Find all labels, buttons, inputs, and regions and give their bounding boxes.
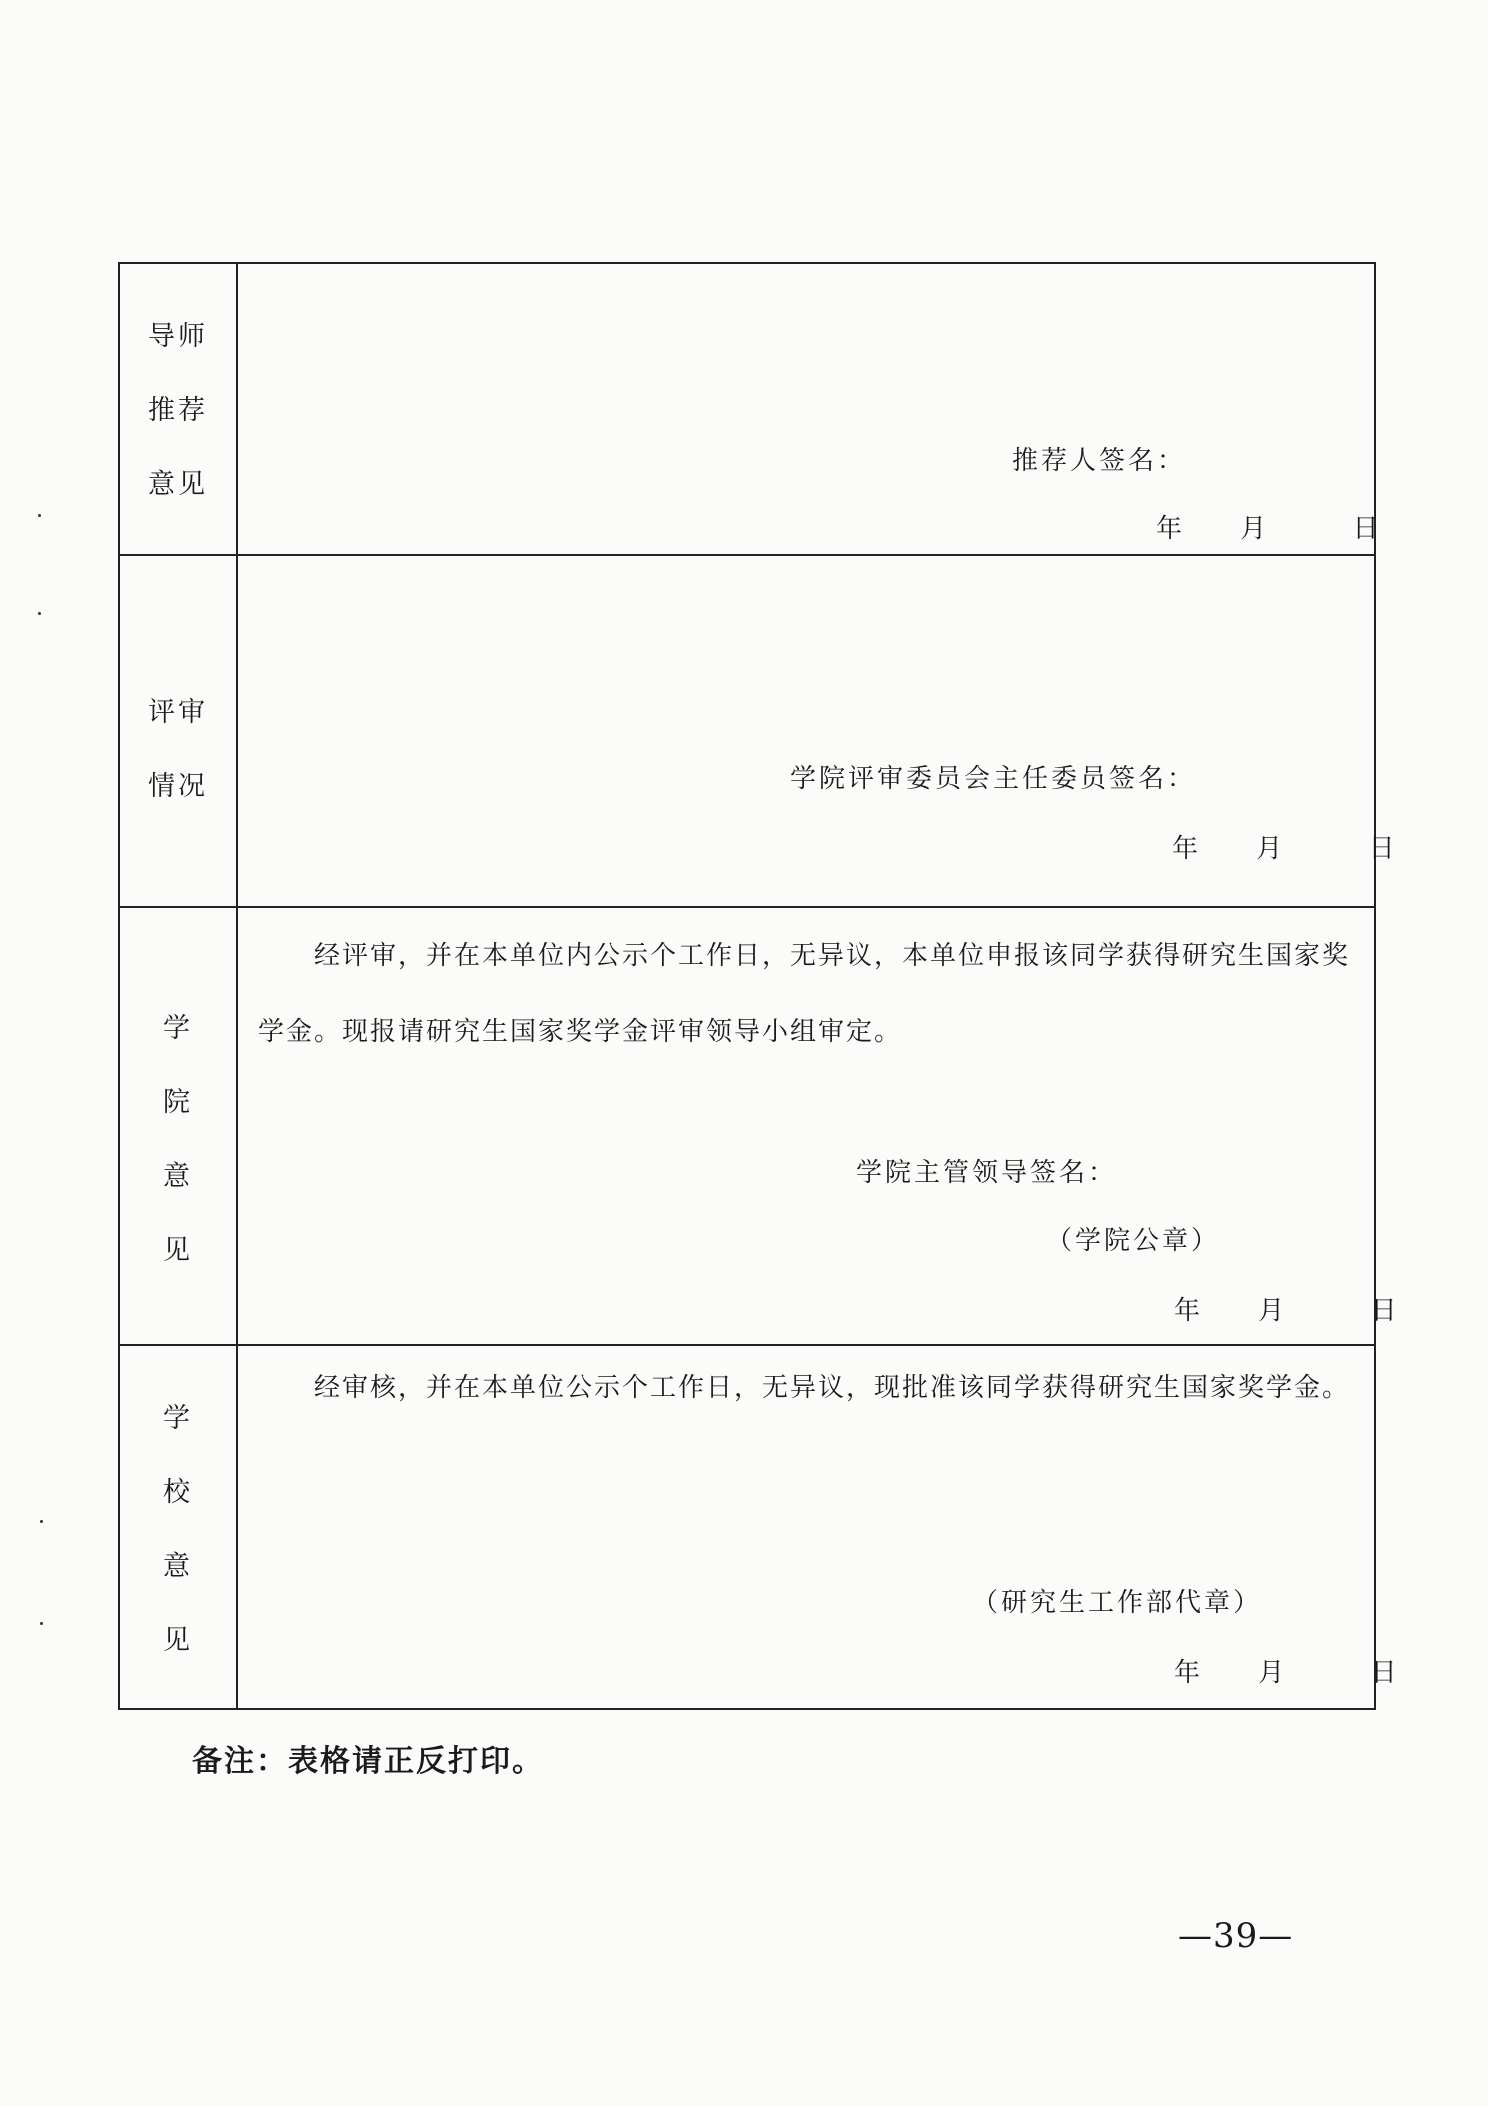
review-label-line: 评审 <box>148 697 208 728</box>
school-label-line: 意 <box>163 1551 193 1582</box>
advisor-content-cell[interactable] <box>237 263 1382 555</box>
page-number: —39— <box>1178 1916 1294 1956</box>
school-label-cell <box>119 1345 237 1709</box>
college-label-line: 见 <box>163 1235 193 1266</box>
margin-mark <box>38 514 41 517</box>
college-content-cell[interactable] <box>237 907 1400 1345</box>
college-seal: （学院公章） <box>1046 1226 1221 1256</box>
advisor-date <box>1156 508 1382 545</box>
approval-form-table <box>118 262 1400 1710</box>
footnote: 备注：表格请正反打印。 <box>192 1744 544 1779</box>
advisor-label-cell <box>119 263 237 555</box>
review-content-cell[interactable] <box>237 555 1398 907</box>
margin-mark <box>38 612 41 615</box>
school-label-line: 学 <box>163 1403 193 1434</box>
date-month: 月 <box>1256 834 1286 864</box>
school-content-cell[interactable] <box>237 1345 1400 1709</box>
review-label-cell <box>119 555 237 907</box>
date-year: 年 <box>1174 1296 1204 1326</box>
school-seal: （研究生工作部代章） <box>972 1588 1263 1618</box>
review-date <box>1172 828 1398 865</box>
school-row <box>119 1345 1375 1709</box>
date-day: 日 <box>1352 514 1382 544</box>
review-row <box>119 555 1375 907</box>
school-date <box>1174 1652 1400 1689</box>
college-signature-label: 学院主管领导签名： <box>856 1158 1118 1188</box>
margin-mark <box>40 1622 43 1625</box>
margin-mark <box>40 1520 43 1523</box>
advisor-label-line: 意见 <box>148 469 208 500</box>
school-label-line: 见 <box>163 1625 193 1656</box>
review-signature-label: 学院评审委员会主任委员签名： <box>790 764 1197 794</box>
advisor-label-line: 推荐 <box>148 395 208 426</box>
college-label-line: 学 <box>163 1013 193 1044</box>
date-month: 月 <box>1240 514 1270 544</box>
college-label-line: 意 <box>163 1161 193 1192</box>
college-opinion-paragraph: 经评审，并在本单位内公示个工作日，无异议，本单位申报该同学获得研究生国家奖学金。现报请研究生国家奖学金评审领导小组审定。 <box>258 941 1351 1047</box>
college-label-cell <box>119 907 237 1345</box>
date-day: 日 <box>1370 1658 1400 1688</box>
advisor-label-line: 导师 <box>148 321 208 352</box>
college-label-line: 院 <box>163 1087 193 1118</box>
date-year: 年 <box>1172 834 1202 864</box>
advisor-signature-label: 推荐人签名： <box>1012 446 1187 476</box>
advisor-row <box>119 263 1375 555</box>
college-date <box>1174 1290 1400 1327</box>
college-row <box>119 907 1375 1345</box>
date-month: 月 <box>1258 1658 1288 1688</box>
review-label-line: 情况 <box>148 771 208 802</box>
date-day: 日 <box>1368 834 1398 864</box>
date-year: 年 <box>1156 514 1186 544</box>
school-opinion-paragraph: 经审核，并在本单位公示个工作日，无异议，现批准该同学获得研究生国家奖学金。 <box>314 1373 1351 1403</box>
date-day: 日 <box>1370 1296 1400 1326</box>
school-label-line: 校 <box>163 1477 193 1508</box>
date-month: 月 <box>1258 1296 1288 1326</box>
date-year: 年 <box>1174 1658 1204 1688</box>
